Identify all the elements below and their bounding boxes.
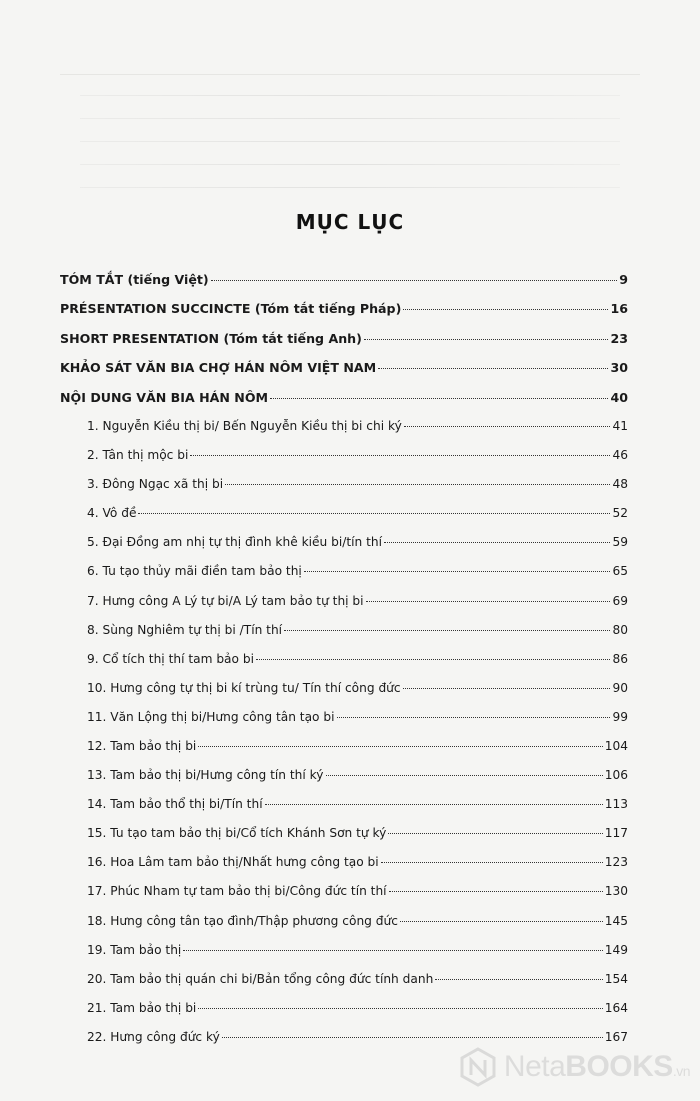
toc-dot-leader (222, 1037, 603, 1038)
toc-item-entry (60, 419, 628, 448)
toc-dot-leader (284, 630, 610, 631)
toc-item-entry (60, 594, 628, 623)
faint-running-header (60, 60, 640, 75)
toc-dot-leader (211, 280, 618, 281)
page-title: MỤC LỤC (295, 210, 405, 234)
toc-dot-leader (270, 398, 608, 399)
toc-item-entry (60, 768, 628, 797)
toc-entry-label: 1. Nguyễn Kiều thị bi/ Bến Nguyễn Kiều thị bi chi ký (87, 418, 402, 433)
netabooks-watermark (458, 1047, 690, 1087)
toc-entry-label: 13. Tam bảo thị bi/Hưng công tín thí ký (87, 768, 324, 783)
toc-page-number: 40 (610, 389, 628, 405)
toc-page-number: 59 (612, 535, 628, 550)
toc-page-number: 164 (604, 1000, 628, 1015)
toc-item-entry (60, 535, 628, 564)
toc-entry-label: 8. Sùng Nghiêm tự thị bi /Tín thí (87, 622, 283, 637)
toc-dot-leader (304, 571, 611, 572)
toc-page-number: 154 (604, 971, 628, 986)
toc-page-number: 106 (604, 768, 628, 783)
watermark-brand-bold: BOOKS (565, 1050, 673, 1083)
toc-entry-label: KHẢO SÁT VĂN BIA CHỢ HÁN NÔM VIỆT NAM (60, 360, 377, 376)
toc-page-number: 145 (604, 913, 628, 928)
toc-dot-leader (389, 891, 603, 892)
toc-entry-label: 4. Vô đề (87, 506, 137, 521)
toc-entry-label: 22. Hưng công đức ký (87, 1029, 220, 1044)
toc-page-number: 104 (604, 738, 628, 753)
toc-page-number: 65 (612, 564, 628, 579)
toc-page-number: 149 (604, 942, 628, 957)
toc-page-number: 80 (612, 622, 628, 637)
toc-dot-leader (403, 688, 611, 689)
toc-item-entry (60, 826, 628, 855)
toc-item-entry (60, 681, 628, 710)
toc-entry-label: 18. Hưng công tân tạo đình/Thập phương công đức (87, 913, 398, 928)
toc-section-entry (60, 301, 628, 330)
toc-item-entry (60, 477, 628, 506)
toc-entry-label: 17. Phúc Nham tự tam bảo thị bi/Công đức tín thí (87, 884, 387, 899)
toc-page-number: 130 (604, 884, 628, 899)
toc-section-entry (60, 360, 628, 389)
toc-dot-leader (138, 513, 610, 514)
toc-dot-leader (326, 775, 603, 776)
toc-dot-leader (404, 426, 611, 427)
toc-entry-label: 20. Tam bảo thị quán chi bi/Bản tổng công đức tính danh (87, 971, 434, 986)
toc-dot-leader (400, 921, 603, 922)
toc-entry-label: 21. Tam bảo thị bi (87, 1000, 197, 1015)
table-of-contents (60, 272, 628, 1059)
watermark-text (504, 1050, 690, 1084)
toc-page-number: 16 (610, 301, 628, 317)
watermark-brand: Neta (503, 1050, 566, 1083)
show-through-lines (80, 95, 620, 210)
toc-dot-leader (378, 368, 608, 369)
toc-item-entry (60, 623, 628, 652)
toc-dot-leader (265, 804, 603, 805)
toc-page-number: 30 (610, 360, 628, 376)
toc-item-entry (60, 943, 628, 972)
toc-page-number: 123 (604, 855, 628, 870)
toc-page-number: 69 (612, 593, 628, 608)
toc-section-entry (60, 331, 628, 360)
toc-page-number: 41 (612, 418, 628, 433)
toc-dot-leader (337, 717, 611, 718)
toc-item-entry (60, 855, 628, 884)
toc-entry-label: 2. Tân thị mộc bi (87, 448, 189, 463)
toc-entry-label: 5. Đại Đồng am nhị tự thị đình khê kiều bi/tín thí (87, 535, 382, 550)
toc-dot-leader (403, 309, 608, 310)
toc-item-entry (60, 739, 628, 768)
toc-page-number: 23 (610, 330, 628, 346)
toc-entry-label: 15. Tu tạo tam bảo thị bi/Cổ tích Khánh Sơn tự ký (87, 826, 387, 841)
toc-item-entry (60, 797, 628, 826)
toc-entry-label: 11. Văn Lộng thị bi/Hưng công tân tạo bi (87, 709, 335, 724)
toc-item-entry (60, 710, 628, 739)
toc-entry-label: 19. Tam bảo thị (87, 942, 182, 957)
toc-dot-leader (198, 1008, 602, 1009)
toc-entry-label: 7. Hưng công A Lý tự bi/A Lý tam bảo tự thị bi (87, 593, 364, 608)
toc-dot-leader (366, 601, 611, 602)
toc-page-number: 167 (604, 1029, 628, 1044)
toc-dot-leader (190, 455, 610, 456)
toc-entry-label: PRÉSENTATION SUCCINCTE (Tóm tắt tiếng Pháp) (60, 301, 402, 317)
toc-section-entry (60, 272, 628, 301)
toc-dot-leader (435, 979, 602, 980)
toc-section-entry (60, 390, 628, 419)
toc-dot-leader (198, 746, 602, 747)
toc-item-entry (60, 652, 628, 681)
toc-entry-label: 16. Hoa Lâm tam bảo thị/Nhất hưng công tạo bi (87, 855, 379, 870)
watermark-suffix: .vn (672, 1063, 690, 1079)
toc-item-entry (60, 564, 628, 593)
toc-item-entry (60, 972, 628, 1001)
toc-page-number: 86 (612, 651, 628, 666)
toc-entry-label: SHORT PRESENTATION (Tóm tắt tiếng Anh) (60, 330, 362, 346)
toc-page-number: 117 (604, 826, 628, 841)
toc-dot-leader (381, 862, 603, 863)
toc-entry-label: 6. Tu tạo thủy mãi điền tam bảo thị (87, 564, 302, 579)
toc-page-number: 90 (612, 680, 628, 695)
toc-dot-leader (256, 659, 611, 660)
toc-page-number: 113 (604, 797, 628, 812)
toc-page-number: 9 (619, 272, 628, 287)
toc-item-entry (60, 884, 628, 913)
toc-item-entry (60, 506, 628, 535)
toc-item-entry (60, 914, 628, 943)
toc-dot-leader (183, 950, 602, 951)
toc-dot-leader (384, 542, 610, 543)
toc-entry-label: TÓM TẮT (tiếng Việt) (60, 272, 209, 287)
toc-entry-label: 10. Hưng công tự thị bi kí trùng tu/ Tín thí công đức (87, 680, 401, 695)
toc-page-number: 99 (612, 709, 628, 724)
toc-item-entry (60, 448, 628, 477)
toc-page-number: 46 (612, 448, 628, 463)
toc-dot-leader (388, 833, 602, 834)
toc-page-number: 48 (612, 477, 628, 492)
toc-entry-label: 14. Tam bảo thổ thị bi/Tín thí (87, 797, 263, 812)
toc-entry-label: 12. Tam bảo thị bi (87, 738, 197, 753)
toc-entry-label: 3. Đông Ngạc xã thị bi (87, 477, 224, 492)
toc-dot-leader (364, 339, 609, 340)
toc-item-entry (60, 1001, 628, 1030)
toc-entry-label: NỘI DUNG VĂN BIA HÁN NÔM (60, 389, 269, 405)
toc-page-number: 52 (612, 506, 628, 521)
netabooks-logo-icon (458, 1047, 498, 1087)
toc-dot-leader (225, 484, 610, 485)
toc-entry-label: 9. Cổ tích thị thí tam bảo bi (87, 651, 254, 666)
